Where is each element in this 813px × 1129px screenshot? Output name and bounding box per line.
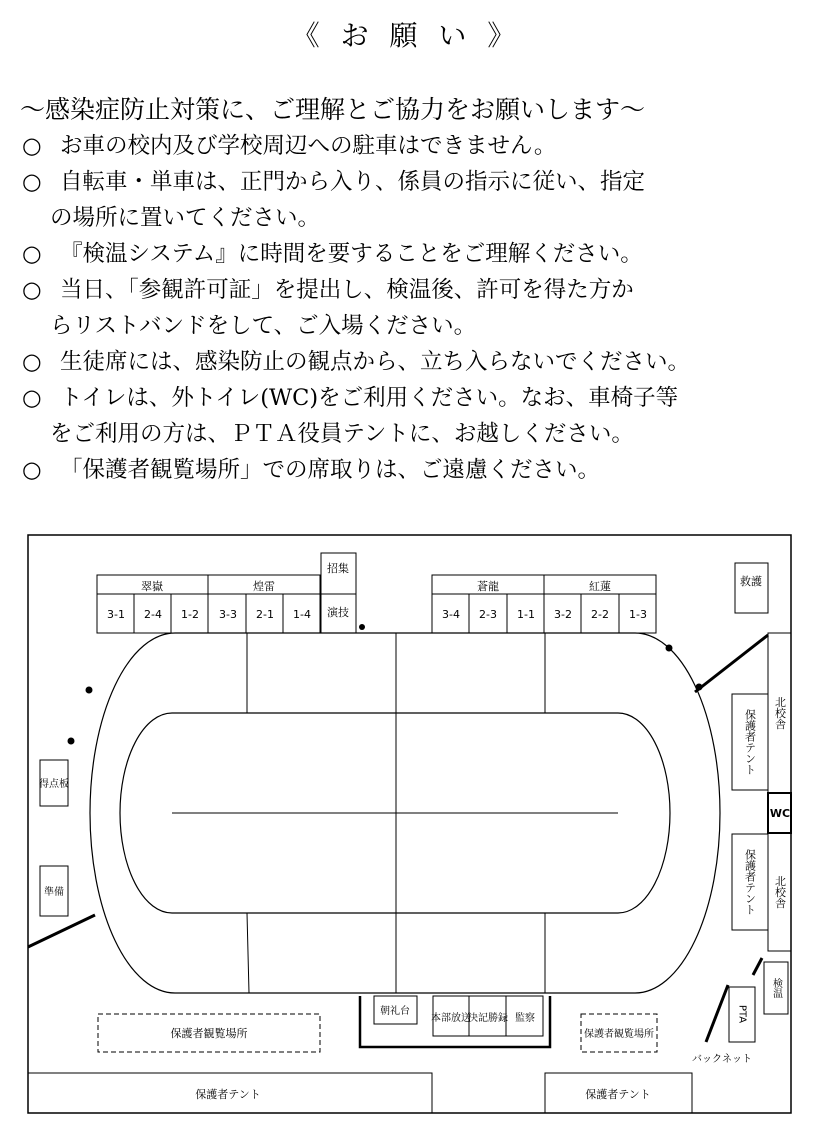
parent-tent-label: 保護者テント (585, 1088, 651, 1101)
marker-dot (666, 645, 673, 652)
team-label: 蒼龍 (477, 580, 499, 593)
team-label: 煌雷 (253, 580, 275, 593)
viewing-area-label: 保護者観覧場所 (584, 1029, 654, 1040)
wc-label: WC (769, 807, 791, 820)
circle-bullet-icon: ○ (22, 241, 42, 267)
parent-tent-label: 保護者テント (743, 709, 757, 775)
preparation-label: 準備 (44, 887, 64, 898)
marker-dot (68, 738, 75, 745)
viewing-area-label: 保護者観覧場所 (170, 1027, 248, 1040)
parent-tent-label: 保護者テント (743, 849, 757, 915)
class-label: 1-3 (629, 608, 647, 621)
circle-bullet-icon: ○ (22, 349, 42, 375)
north-building-label: 北校舎 (773, 875, 787, 909)
first-aid-label: 救護 (740, 575, 762, 588)
class-label: 3-2 (554, 608, 572, 621)
inspection-label: 監察 (515, 1013, 535, 1024)
temperature-check-label: 検温 (770, 978, 782, 998)
circle-bullet-icon: ○ (22, 457, 42, 483)
circle-bullet-icon: ○ (22, 277, 42, 303)
note-text-cont: をご利用の方は、ＰＴＡ役員テントに、お越しください。 (50, 421, 634, 447)
class-label: 3-4 (442, 608, 460, 621)
fence-line (28, 915, 95, 947)
class-label: 1-1 (517, 608, 535, 621)
record-label: 決記勝録 (468, 1013, 508, 1024)
class-label: 3-3 (219, 608, 237, 621)
class-label: 1-4 (293, 608, 311, 621)
scoreboard-label: 得点板 (39, 779, 69, 790)
parent-tent-label: 保護者テント (195, 1088, 261, 1101)
performance-label: 演技 (327, 606, 349, 619)
circle-bullet-icon: ○ (22, 385, 42, 411)
hq-broadcast-label: 本部放送 (431, 1013, 471, 1024)
note-text: 自転車・単車は、正門から入り、係員の指示に従い、指定 (60, 169, 646, 195)
note-text: 当日、「参観許可証」を提出し、検温後、許可を得た方か (60, 277, 634, 303)
class-label: 3-1 (107, 608, 125, 621)
north-building-label: 北校舎 (773, 696, 787, 730)
fence-line (706, 985, 728, 1042)
fence-line (695, 635, 768, 692)
note-text: 「保護者観覧場所」での席取りは、ご遠慮ください。 (60, 457, 601, 483)
divider-line (247, 913, 249, 993)
note-text: お車の校内及び学校周辺への駐車はできません。 (60, 133, 557, 159)
note-text: 『検温システム』に時間を要することをご理解ください。 (60, 241, 643, 267)
team-label: 翠嶽 (141, 580, 163, 593)
note-text: トイレは、外トイレ(WC)をご利用ください。なお、車椅子等 (60, 385, 679, 411)
marker-dot (86, 687, 93, 694)
note-text: 生徒席には、感染防止の観点から、立ち入らないでください。 (60, 349, 691, 375)
morning-stand-label: 朝礼台 (380, 1006, 410, 1017)
note-text-cont: らリストバンドをして、ご入場ください。 (50, 313, 477, 339)
map-frame (28, 535, 791, 1113)
page-subtitle: ～感染症防止対策に、ご理解とご協力をお願いします～ (20, 95, 646, 124)
note-text-cont: の場所に置いてください。 (50, 205, 321, 231)
class-label: 2-2 (591, 608, 609, 621)
pta-label: PTA (736, 1004, 748, 1024)
assembly-label: 招集 (327, 562, 349, 575)
team-label: 紅蓮 (589, 580, 611, 593)
first-aid-area (735, 563, 768, 613)
class-label: 2-3 (479, 608, 497, 621)
circle-bullet-icon: ○ (22, 169, 42, 195)
class-label: 2-1 (256, 608, 274, 621)
class-label: 1-2 (181, 608, 199, 621)
page-title: 《 お 願 い 》 (291, 19, 522, 52)
circle-bullet-icon: ○ (22, 133, 42, 159)
marker-dot (359, 624, 365, 630)
backnet-label: バックネット (692, 1054, 752, 1065)
marker-dot (696, 684, 703, 691)
fence-line (753, 958, 762, 975)
class-label: 2-4 (144, 608, 162, 621)
